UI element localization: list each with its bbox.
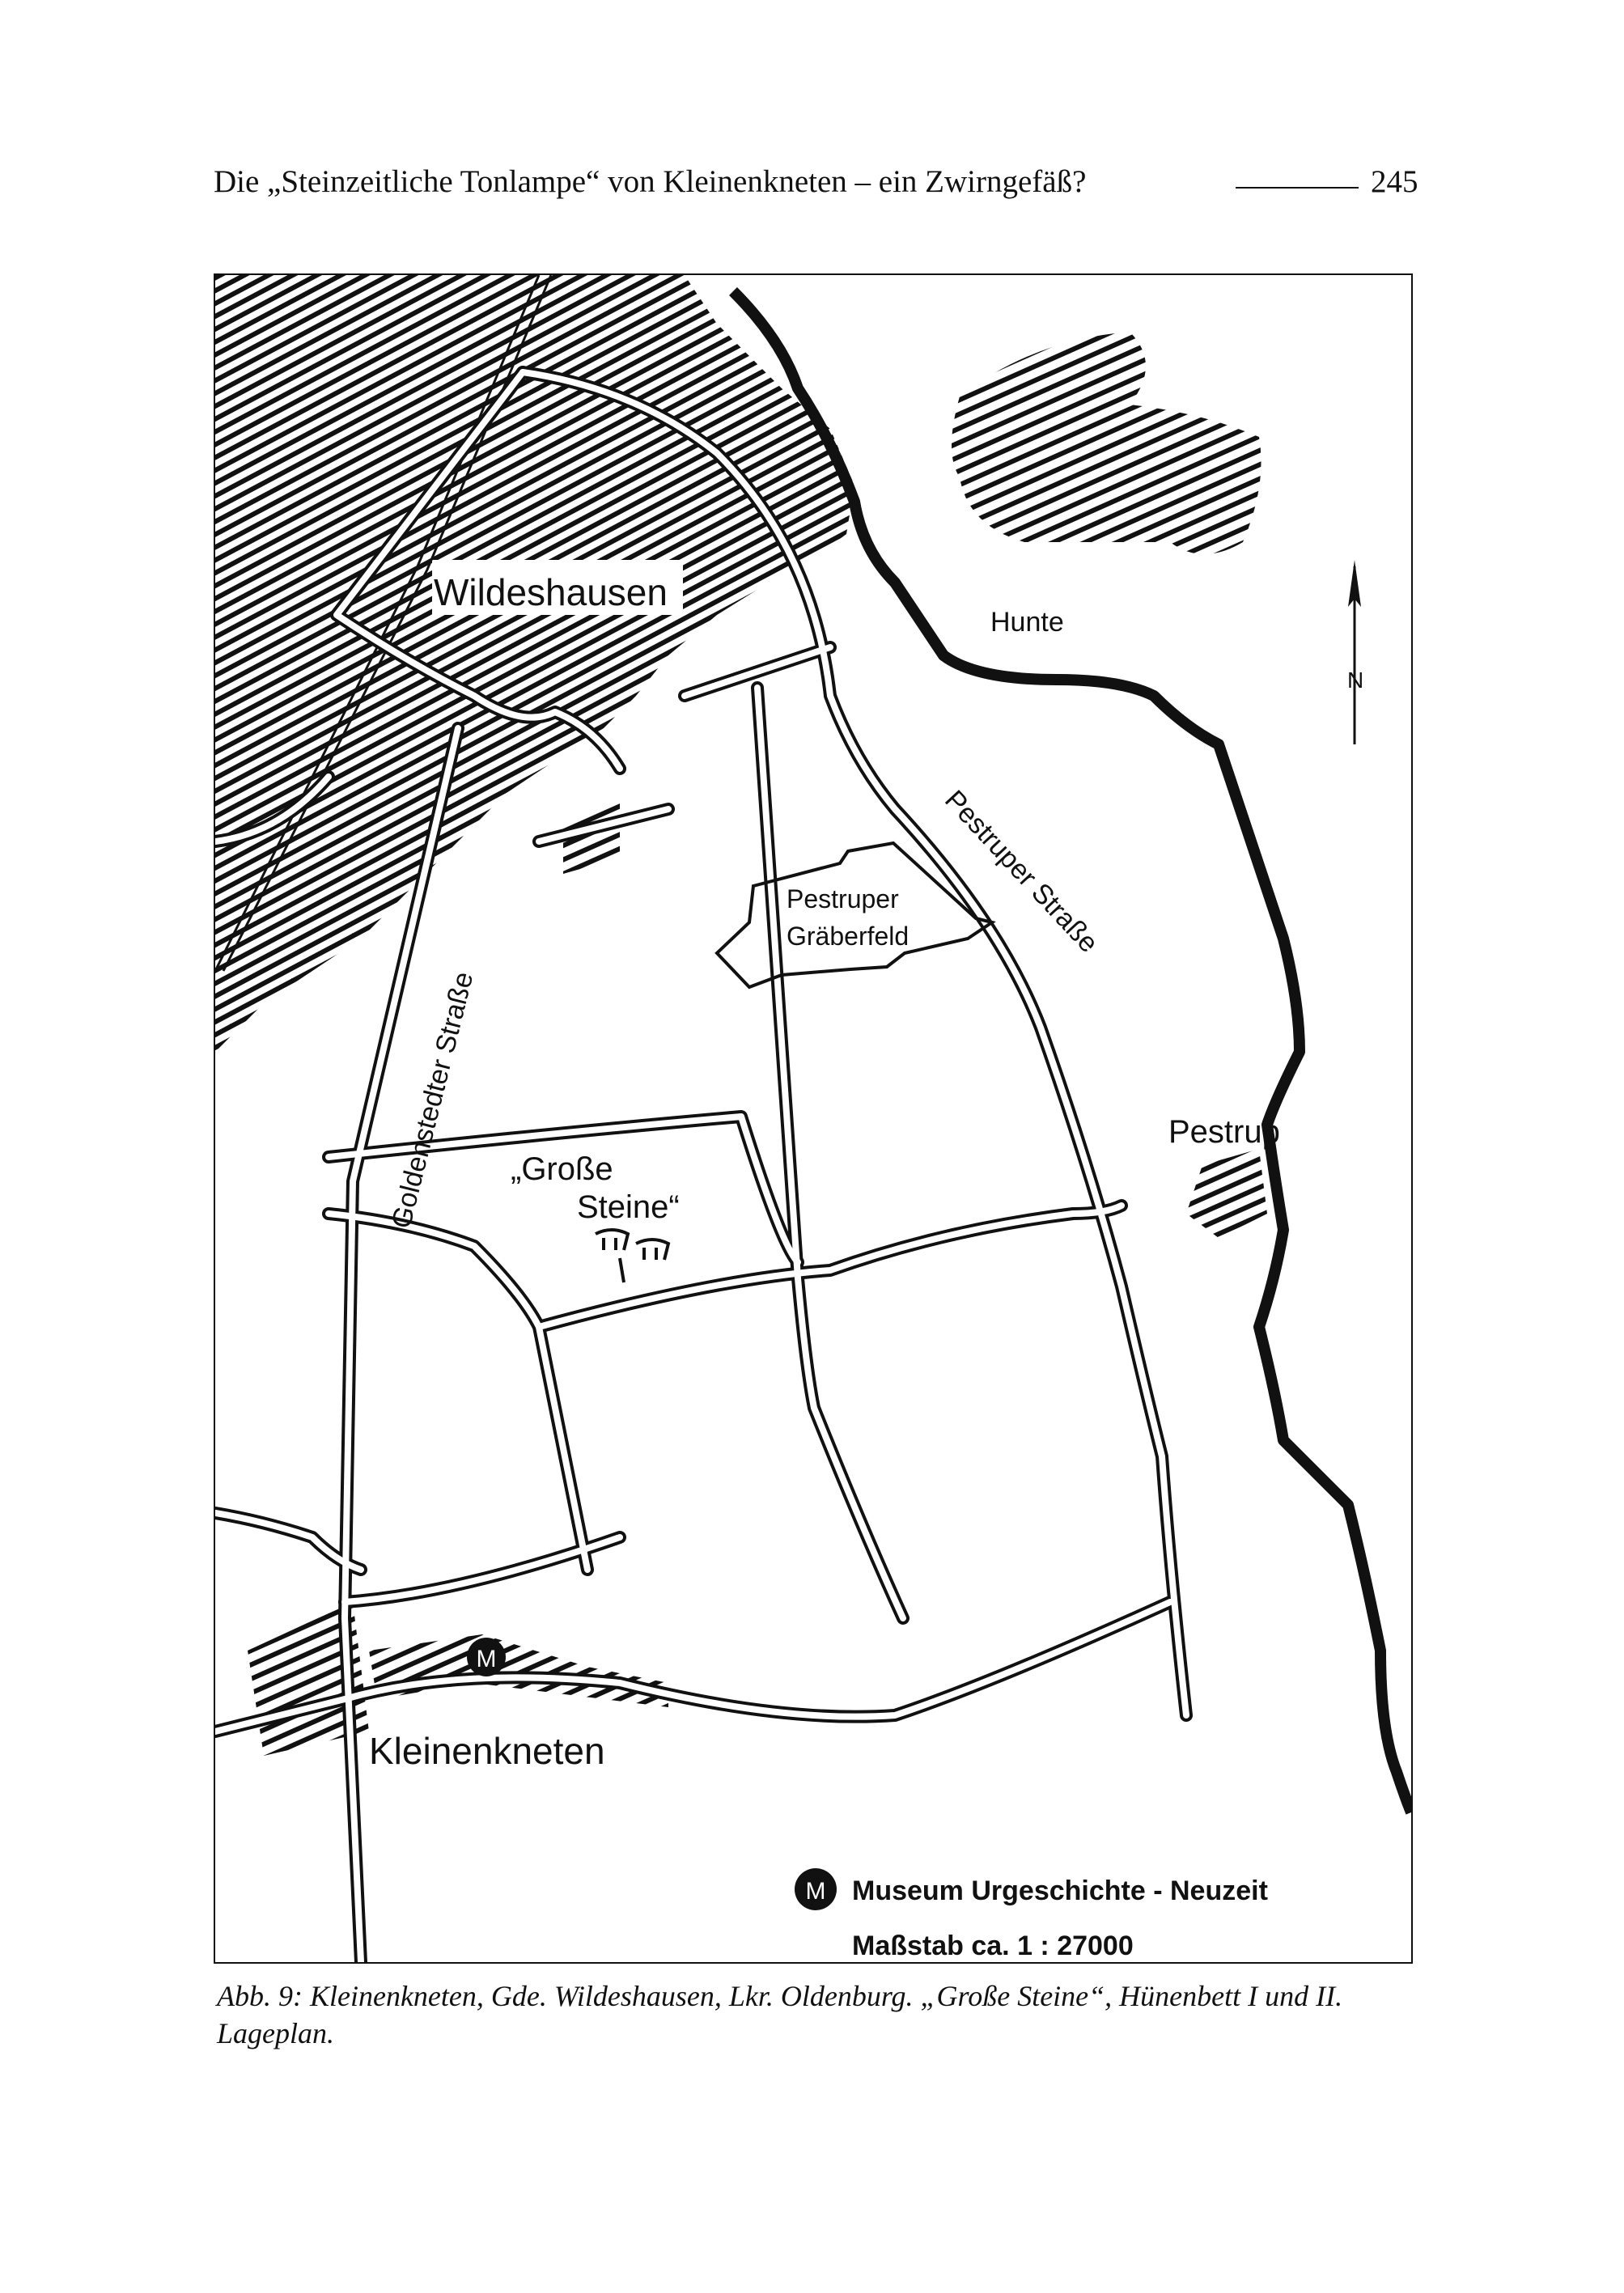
north-arrow-icon [1347, 560, 1364, 744]
map-drawing [215, 275, 1411, 1962]
label-wildeshausen: Wildeshausen [434, 571, 668, 613]
label-pestruper-strasse: Pestruper Straße [939, 784, 1105, 959]
legend-marker-letter: M [805, 1878, 826, 1905]
megalith-symbols [596, 1230, 668, 1282]
label-graeberfeld-line1: Pestruper [787, 884, 899, 913]
running-head-title: Die „Steinzeitliche Tonlampe“ von Kleinenkneten – ein Zwirngefäß? [214, 164, 1087, 199]
label-grosse-line1: „Große [511, 1151, 613, 1187]
woodland-northeast [952, 332, 1261, 554]
label-north: N [1347, 668, 1364, 693]
museum-marker-icon [467, 1638, 506, 1676]
field-patch-village [369, 1634, 668, 1707]
label-goldenstedter-strasse: Goldenstedter Straße [385, 968, 480, 1231]
town-area-wildeshausen [215, 275, 854, 1052]
legend-museum-text: Museum Urgeschichte - Neuzeit [852, 1876, 1268, 1906]
museum-marker-letter: M [476, 1646, 497, 1672]
location-map [214, 273, 1413, 1964]
figure-caption: Abb. 9: Kleinenkneten, Gde. Wildeshausen, Lkr. Oldenburg. „Große Steine“, Hünenbett I und II. Lageplan. [217, 1980, 1343, 2049]
label-graeberfeld-line2: Gräberfeld [787, 922, 910, 951]
page-number: 245 [1371, 164, 1418, 199]
running-head-rule [1236, 187, 1359, 189]
label-kleinenkneten: Kleinenkneten [369, 1730, 605, 1772]
label-pestrup: Pestrup [1168, 1114, 1280, 1150]
label-hunte: Hunte [990, 607, 1064, 638]
legend-scale-text: Maßstab ca. 1 : 27000 [852, 1931, 1134, 1961]
map-legend [795, 1868, 1268, 1961]
running-head [214, 163, 1427, 212]
field-patch-pestrup [1186, 1149, 1267, 1238]
label-grosse-line2: Steine“ [577, 1189, 680, 1225]
